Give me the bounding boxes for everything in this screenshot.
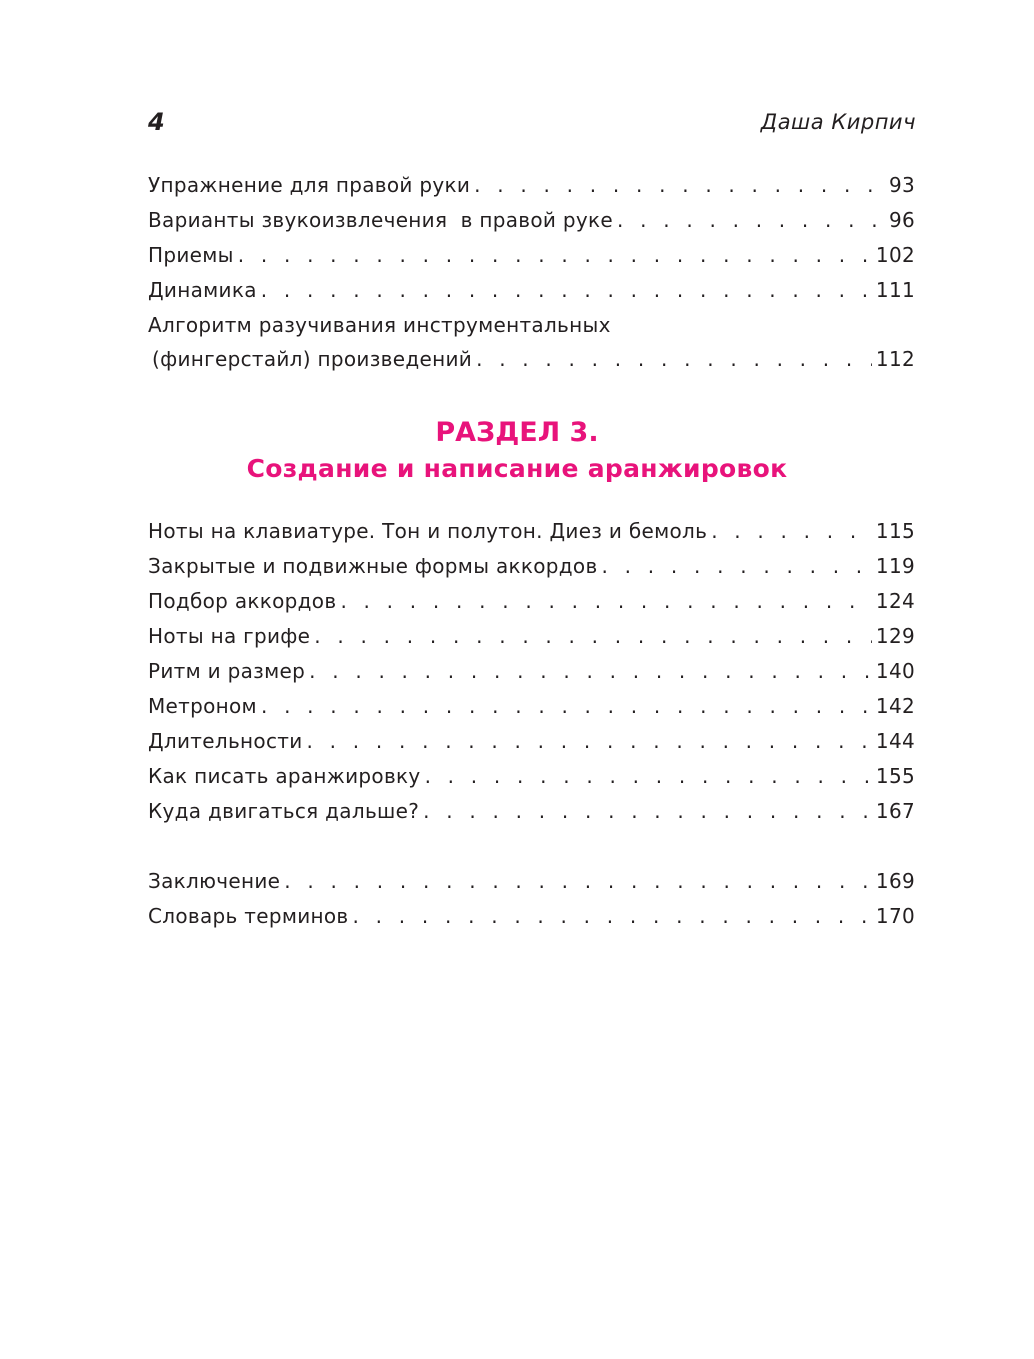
toc-entry[interactable] xyxy=(148,203,915,238)
toc-entry-multiline[interactable] xyxy=(148,308,915,377)
dot-leader xyxy=(314,619,872,654)
toc-entry-title: Метроном xyxy=(148,694,257,718)
dot-leader xyxy=(425,759,872,794)
dot-leader xyxy=(238,238,872,273)
toc-entry-page: 119 xyxy=(875,554,915,578)
dot-leader xyxy=(474,168,885,203)
dot-leader xyxy=(476,342,872,377)
toc-entry-title: Как писать аранжировку xyxy=(148,764,421,788)
toc-entry-page: 144 xyxy=(875,729,915,753)
running-header-author: Даша Кирпич xyxy=(760,110,916,134)
dot-leader xyxy=(261,689,872,724)
dot-leader xyxy=(261,273,872,308)
dot-leader xyxy=(284,864,872,899)
toc-entry[interactable] xyxy=(148,689,915,724)
toc-entry-title: Ритм и размер xyxy=(148,659,306,683)
toc-entry-page: 169 xyxy=(875,869,915,893)
toc-entry-title: Заключение xyxy=(148,869,281,893)
toc-section-2-continued xyxy=(148,168,915,377)
toc-entry-page: 124 xyxy=(875,589,915,613)
toc-entry-title: Длительности xyxy=(148,729,303,753)
toc-entry-page: 129 xyxy=(875,624,915,648)
toc-entry-title: Ноты на грифе xyxy=(148,624,311,648)
toc-entry-page: 112 xyxy=(875,347,915,371)
section-label: РАЗДЕЛ 3. xyxy=(435,417,599,448)
toc-entry[interactable] xyxy=(148,899,915,934)
toc-entry-page: 170 xyxy=(875,904,915,928)
toc-entry[interactable] xyxy=(148,724,915,759)
toc-entry[interactable] xyxy=(148,273,915,308)
toc-entry[interactable] xyxy=(148,759,915,794)
toc-entry-page: 115 xyxy=(875,519,915,543)
toc-entry-page: 102 xyxy=(875,243,915,267)
toc-entry-title: Закрытые и подвижные формы аккордов xyxy=(148,554,598,578)
dot-leader xyxy=(423,794,872,829)
toc-entry-page: 167 xyxy=(875,799,915,823)
dot-leader xyxy=(711,514,872,549)
dot-leader xyxy=(340,584,871,619)
toc-entry[interactable] xyxy=(148,794,915,829)
toc-entry[interactable] xyxy=(148,654,915,689)
dot-leader xyxy=(617,203,885,238)
toc-entry[interactable] xyxy=(148,864,915,899)
toc-entry-title: Упражнение для правой руки xyxy=(148,173,471,197)
dot-leader xyxy=(307,724,872,759)
page-number: 4 xyxy=(148,108,165,136)
toc-entry-title: Куда двигаться дальше? xyxy=(148,799,420,823)
toc-entry[interactable] xyxy=(148,549,915,584)
toc-entry-title: Динамика xyxy=(148,278,257,302)
dot-leader xyxy=(309,654,872,689)
toc-entry-title: Ноты на клавиатуре. Тон и полутон. Диез и бемоль xyxy=(148,519,708,543)
toc-entry-page: 111 xyxy=(875,278,915,302)
toc-entry[interactable] xyxy=(148,168,915,203)
toc-entry-title: Словарь терминов xyxy=(148,904,349,928)
toc-entry-page: 96 xyxy=(888,208,915,232)
dot-leader xyxy=(353,899,872,934)
toc-entry-page: 140 xyxy=(875,659,915,683)
toc-entry-page: 155 xyxy=(875,764,915,788)
toc-entry-title: Приемы xyxy=(148,243,234,267)
toc-entry[interactable] xyxy=(148,238,915,273)
toc-section-3 xyxy=(148,514,915,829)
toc-entry[interactable] xyxy=(148,619,915,654)
toc-entry-page: 142 xyxy=(875,694,915,718)
toc-entry[interactable] xyxy=(148,584,915,619)
section-heading xyxy=(0,415,1034,487)
section-title: Создание и написание аранжировок xyxy=(246,454,788,483)
toc-entry-title-line1: Алгоритм разучивания инструментальных xyxy=(148,313,611,337)
toc-entry[interactable] xyxy=(148,514,915,549)
toc-entry-title: Варианты звукоизвлечения в правой руке xyxy=(148,208,613,232)
toc-entry-page: 93 xyxy=(888,173,915,197)
toc-entry-title: Подбор аккордов xyxy=(148,589,337,613)
dot-leader xyxy=(602,549,872,584)
toc-entry-title-line2: (фингерстайл) произведений xyxy=(152,347,473,371)
toc-back-matter xyxy=(148,864,915,934)
